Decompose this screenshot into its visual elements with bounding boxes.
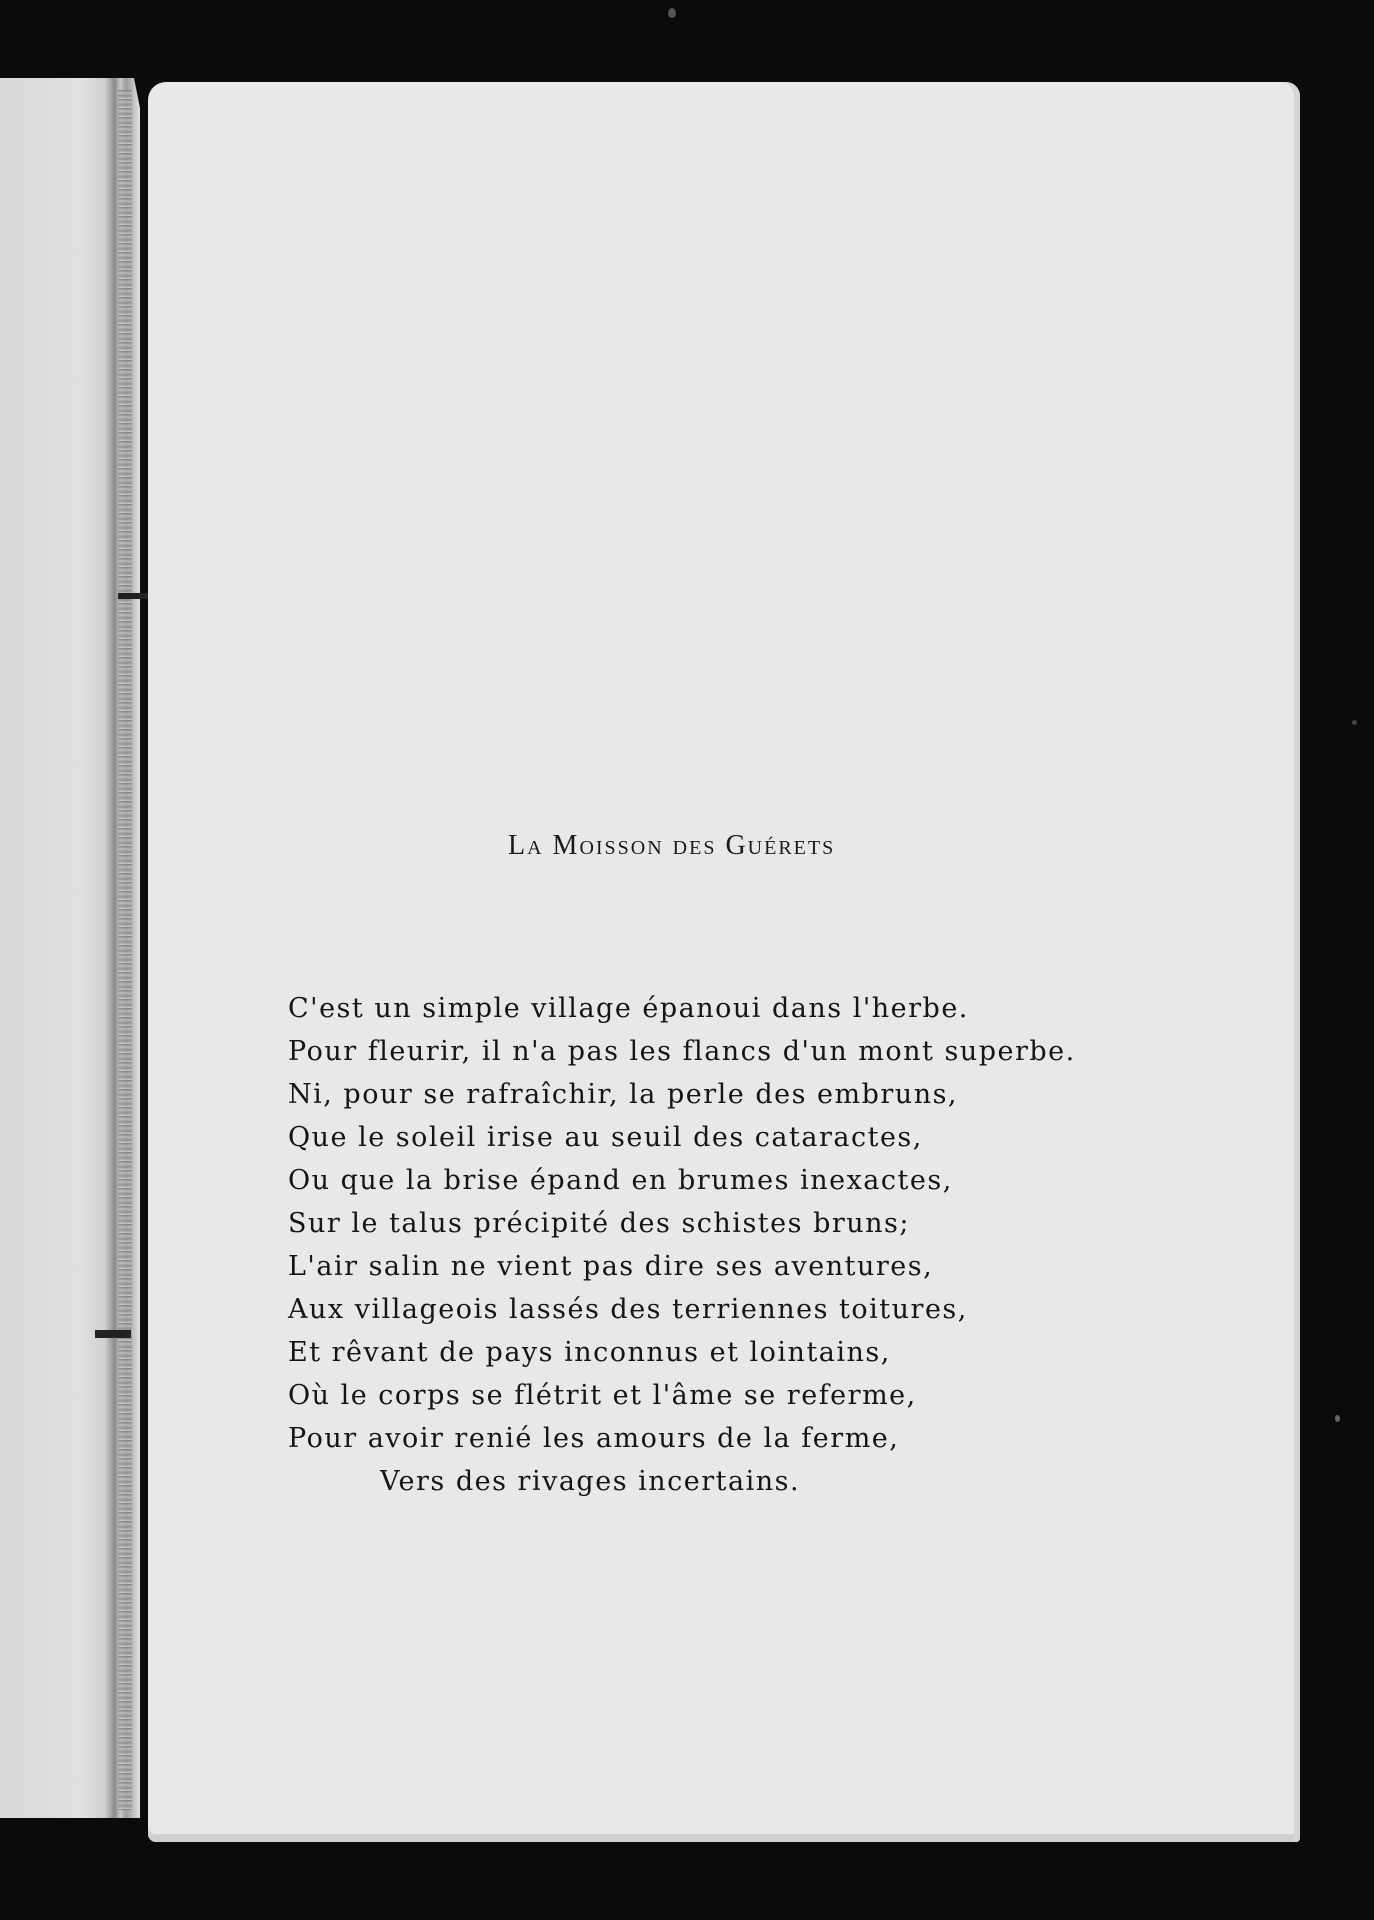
binding-mark [118, 593, 148, 599]
poem-line: L'air salin ne vient pas dire ses aventures, [288, 1251, 934, 1282]
binding-gutter [118, 90, 132, 1810]
scan-speck [1352, 720, 1357, 725]
book-page [148, 82, 1300, 1842]
poem-line: Sur le talus précipité des schistes bruns; [288, 1208, 910, 1239]
poem-line: Vers des rivages incertains. [380, 1466, 801, 1497]
poem-line: Et rêvant de pays inconnus et lointains, [288, 1337, 891, 1368]
poem-body [288, 987, 1188, 1503]
poem-line: Pour avoir renié les amours de la ferme, [288, 1423, 900, 1454]
poem-line: Ni, pour se rafraîchir, la perle des embruns, [288, 1079, 959, 1110]
scan-speck [1335, 1415, 1340, 1422]
binding-mark [95, 1330, 131, 1338]
poem-line: Ou que la brise épand en brumes inexactes, [288, 1165, 953, 1196]
poem-line: Que le soleil irise au seuil des cataractes, [288, 1122, 923, 1153]
poem-title: La Moisson des Guérets [508, 830, 836, 861]
scan-speck [668, 8, 676, 18]
poem-line: Pour fleurir, il n'a pas les flancs d'un mont superbe. [288, 1036, 1076, 1067]
poem-line: Aux villageois lassés des terriennes toitures, [288, 1294, 968, 1325]
poem-line: Où le corps se flétrit et l'âme se referme, [288, 1380, 917, 1411]
poem-line: C'est un simple village épanoui dans l'herbe. [288, 993, 969, 1024]
